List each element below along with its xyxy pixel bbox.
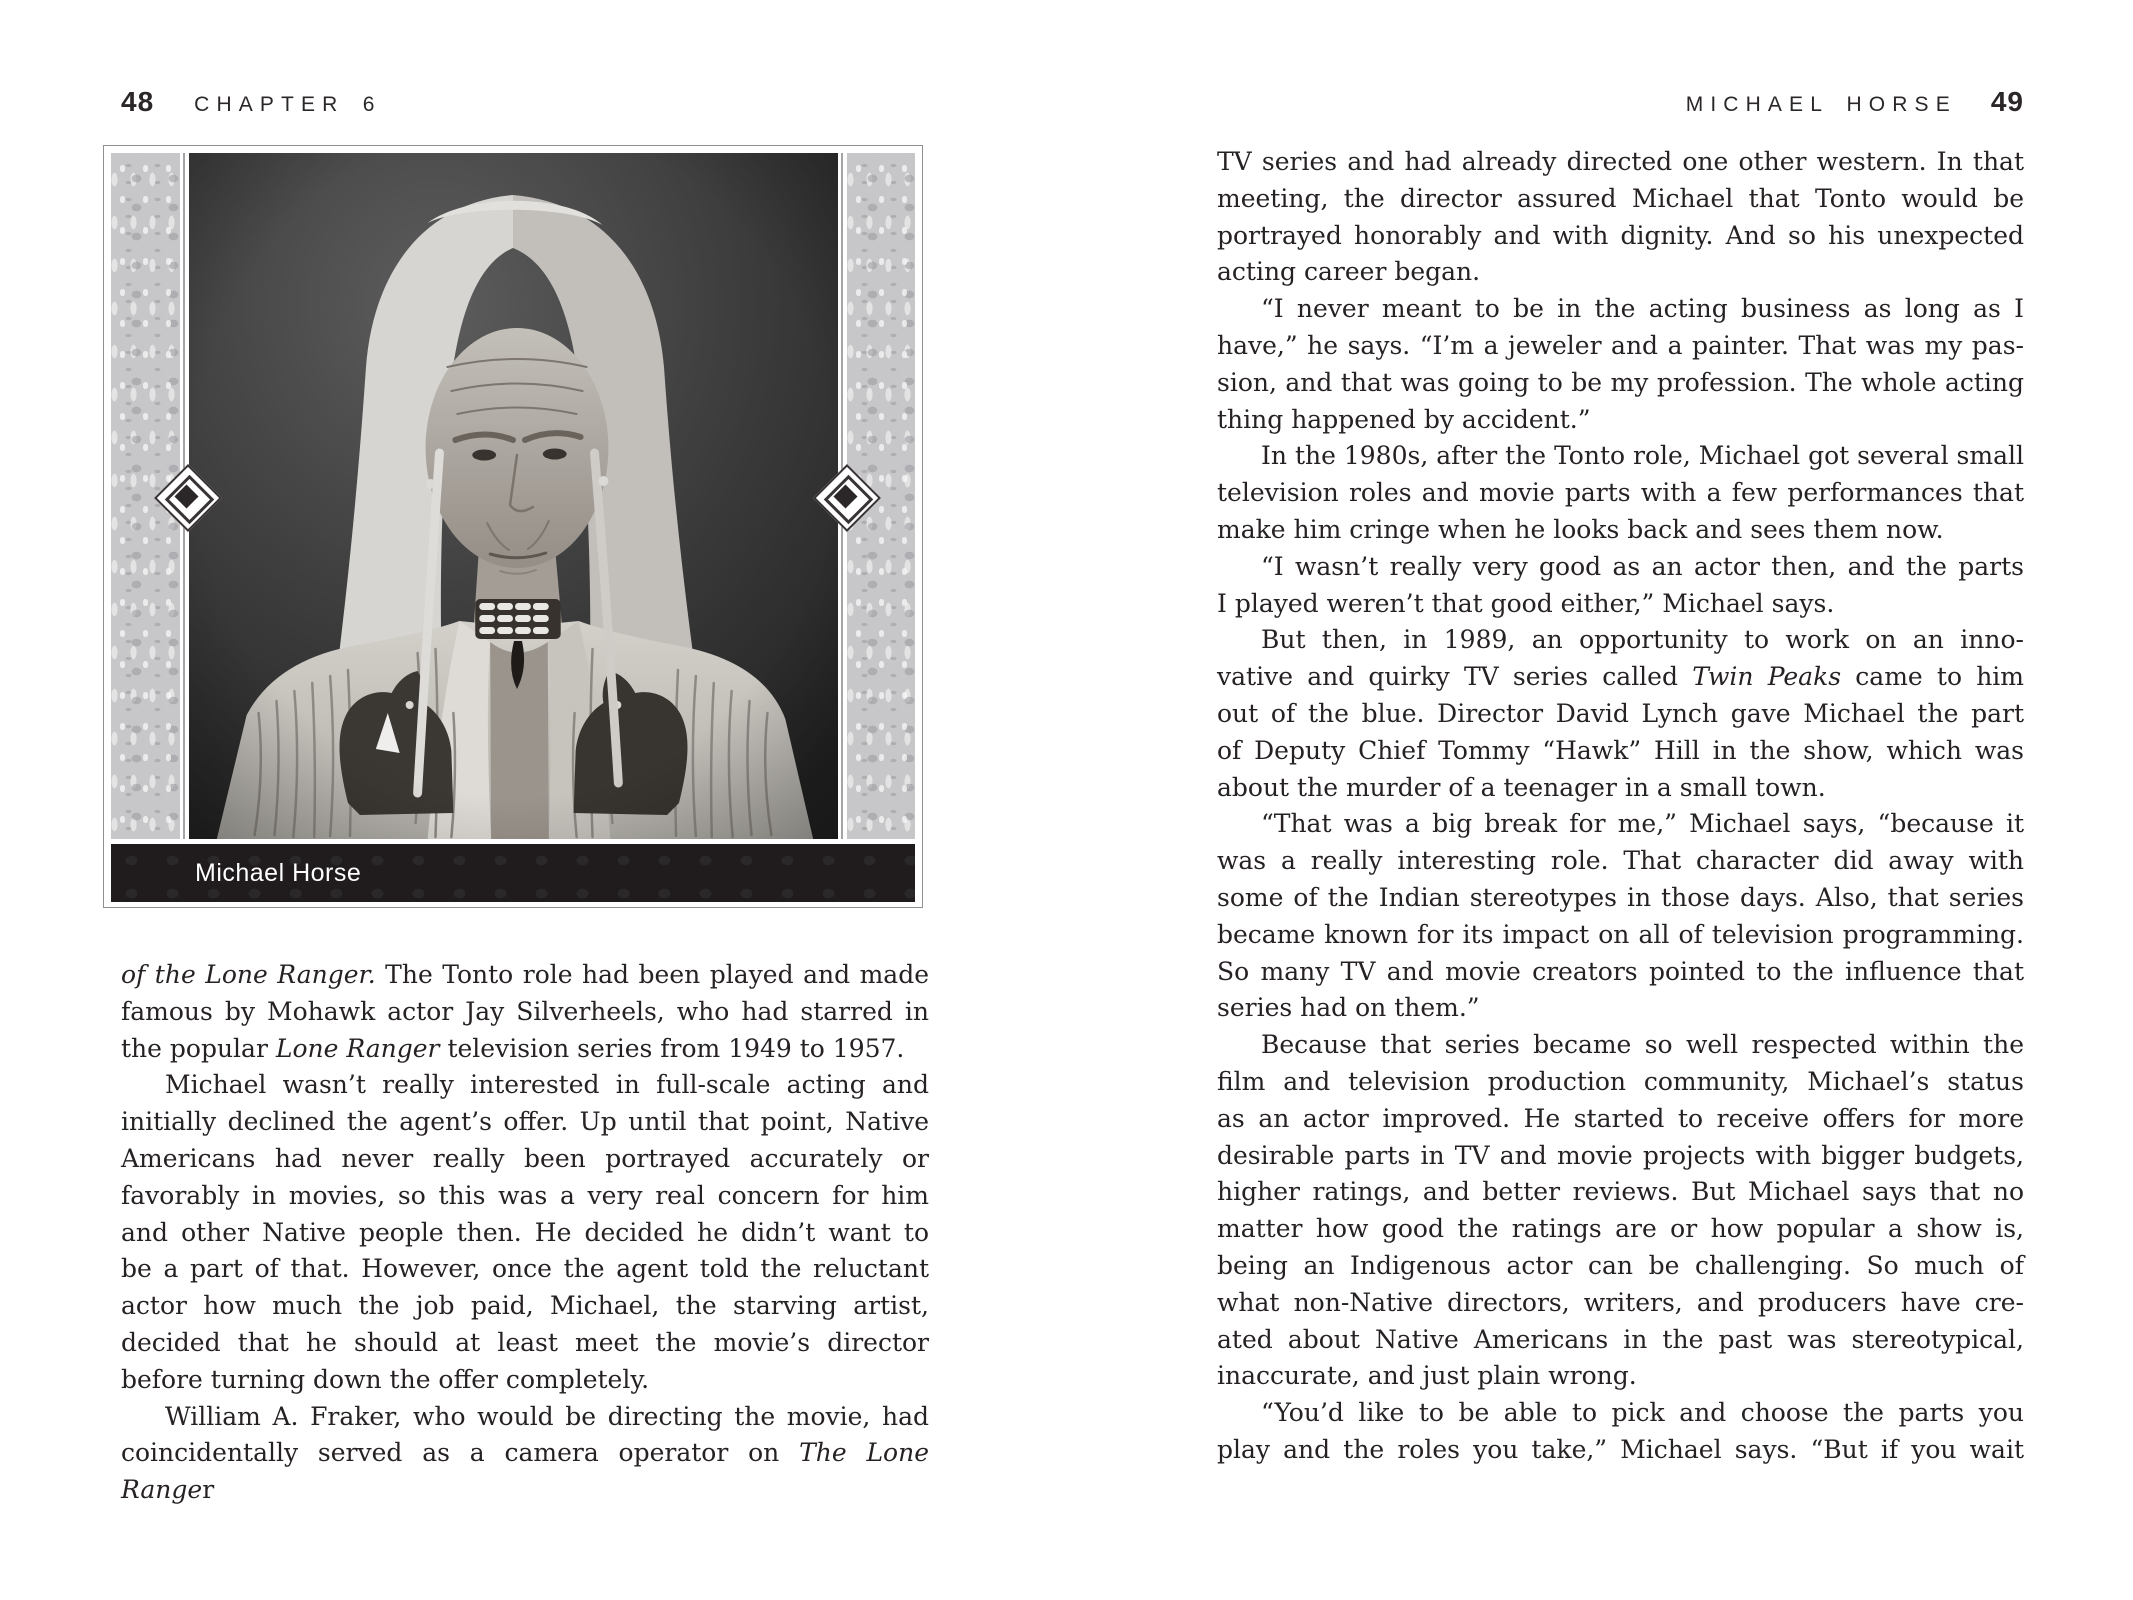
text-line: So many TV and movie creators pointed to the influence that [1217, 956, 2024, 986]
portrait-photo [189, 153, 838, 839]
right-page-body [1217, 144, 2024, 1469]
text-line: out of the blue. Director David Lynch gave Michael the part [1217, 698, 2024, 728]
text-line: and other Native people then. He decided he didn’t want to [121, 1217, 929, 1247]
text-line: In the 1980s, after the Tonto role, Michael got several small [1261, 441, 2024, 471]
text-line: what non-Native directors, writers, and producers have cre- [1217, 1287, 2024, 1317]
right-page-header [1217, 86, 2024, 118]
text-line: initially declined the agent’s offer. Up until that point, Native [121, 1107, 929, 1137]
text-line: higher ratings, and better reviews. But Michael says that no [1217, 1177, 2024, 1207]
text-line: was a really interesting role. That character did away with [1217, 846, 2024, 876]
text-line: the popular Lone Ranger television series from 1949 to 1957. [121, 1033, 905, 1063]
framed-photo [103, 145, 923, 908]
text-line: coincidentally served as a camera operator on The Lone Ranger [121, 1438, 929, 1505]
text-line: thing happened by accident.” [1217, 404, 1591, 434]
right-page-number: 49 [1990, 86, 2024, 117]
text-line: Americans had never really been portrayed accurately or [121, 1143, 929, 1173]
text-line: vative and quirky TV series called Twin Peaks came to him [1217, 662, 2025, 692]
text-line: before turning down the offer completely. [121, 1364, 650, 1394]
text-line: some of the Indian stereotypes in those days. Also, that series [1217, 882, 2024, 912]
text-line: play and the roles you take,” Michael says. “But if you wait [1217, 1434, 2024, 1464]
text-line: sion, and that was going to be my profession. The whole acting [1217, 367, 2024, 397]
text-line: “You’d like to be able to pick and choose the parts you [1261, 1398, 2024, 1428]
text-line: matter how good the ratings are or how popular a show is, [1217, 1214, 2024, 1244]
text-line: meeting, the director assured Michael that Tonto would be [1217, 183, 2024, 213]
text-line: Michael wasn’t really interested in full-scale acting and [165, 1070, 929, 1100]
photo-row [111, 153, 915, 839]
text-line: inaccurate, and just plain wrong. [1217, 1361, 1637, 1391]
photo-caption: Michael Horse [195, 858, 362, 887]
text-line: make him cringe when he looks back and sees them now. [1217, 514, 1944, 544]
diamond-ornament-right [845, 496, 846, 497]
text-line: ated about Native Americans in the past was stereotypical, [1217, 1324, 2024, 1354]
left-page-header [121, 86, 382, 118]
diamond-ornament-left [186, 496, 187, 497]
text-line: But then, in 1989, an opportunity to work on an inno- [1261, 625, 2024, 655]
left-running-head: CHAPTER 6 [194, 93, 382, 116]
text-line: have,” he says. “I’m a jeweler and a painter. That was my pas- [1217, 330, 2024, 360]
text-line: acting career began. [1217, 257, 1481, 287]
text-line: favorably in movies, so this was a very real concern for him [121, 1180, 929, 1210]
text-line: desirable parts in TV and movie projects with bigger budgets, [1217, 1140, 2024, 1170]
text-line: portrayed honorably and with dignity. And so his unexpected [1217, 220, 2024, 250]
text-line: actor how much the job paid, Michael, the starving artist, [121, 1291, 929, 1321]
text-line: became known for its impact on all of television programming. [1217, 919, 2024, 949]
photo-caption-bar [111, 844, 915, 902]
text-line: film and television production community, Michael’s status [1217, 1066, 2024, 1096]
text-line: TV series and had already directed one other western. In that [1217, 147, 2024, 176]
text-line: I played weren’t that good either,” Michael says. [1217, 588, 1835, 618]
right-running-head: MICHAEL HORSE [1685, 93, 1957, 116]
portrait-illustration [189, 153, 838, 839]
text-line: of Deputy Chief Tommy “Hawk” Hill in the show, which was [1217, 735, 2024, 765]
text-line: television roles and movie parts with a few performances that [1217, 478, 2024, 508]
text-line: of the Lone Ranger. The Tonto role had been played and made [121, 960, 929, 989]
text-line: about the murder of a teenager in a small town. [1217, 772, 1826, 802]
text-line: Because that series became so well respected within the [1261, 1030, 2024, 1060]
text-line: William A. Fraker, who would be directing the movie, had [165, 1401, 929, 1431]
text-line: “I never meant to be in the acting business as long as I [1261, 294, 2024, 324]
left-page-number: 48 [121, 86, 155, 117]
text-line: series had on them.” [1217, 993, 1480, 1023]
text-line: “That was a big break for me,” Michael says, “because it [1261, 809, 2024, 839]
text-line: decided that he should at least meet the movie’s director [121, 1327, 929, 1357]
text-line: being an Indigenous actor can be challenging. So much of [1217, 1250, 2024, 1280]
text-line: famous by Mohawk actor Jay Silverheels, who had starred in [121, 996, 929, 1026]
left-page-body [121, 957, 929, 1505]
text-line: be a part of that. However, once the agent told the reluctant [121, 1254, 929, 1284]
text-line: “I wasn’t really very good as an actor then, and the parts [1261, 551, 2024, 581]
text-line: as an actor improved. He started to receive offers for more [1217, 1103, 2024, 1133]
